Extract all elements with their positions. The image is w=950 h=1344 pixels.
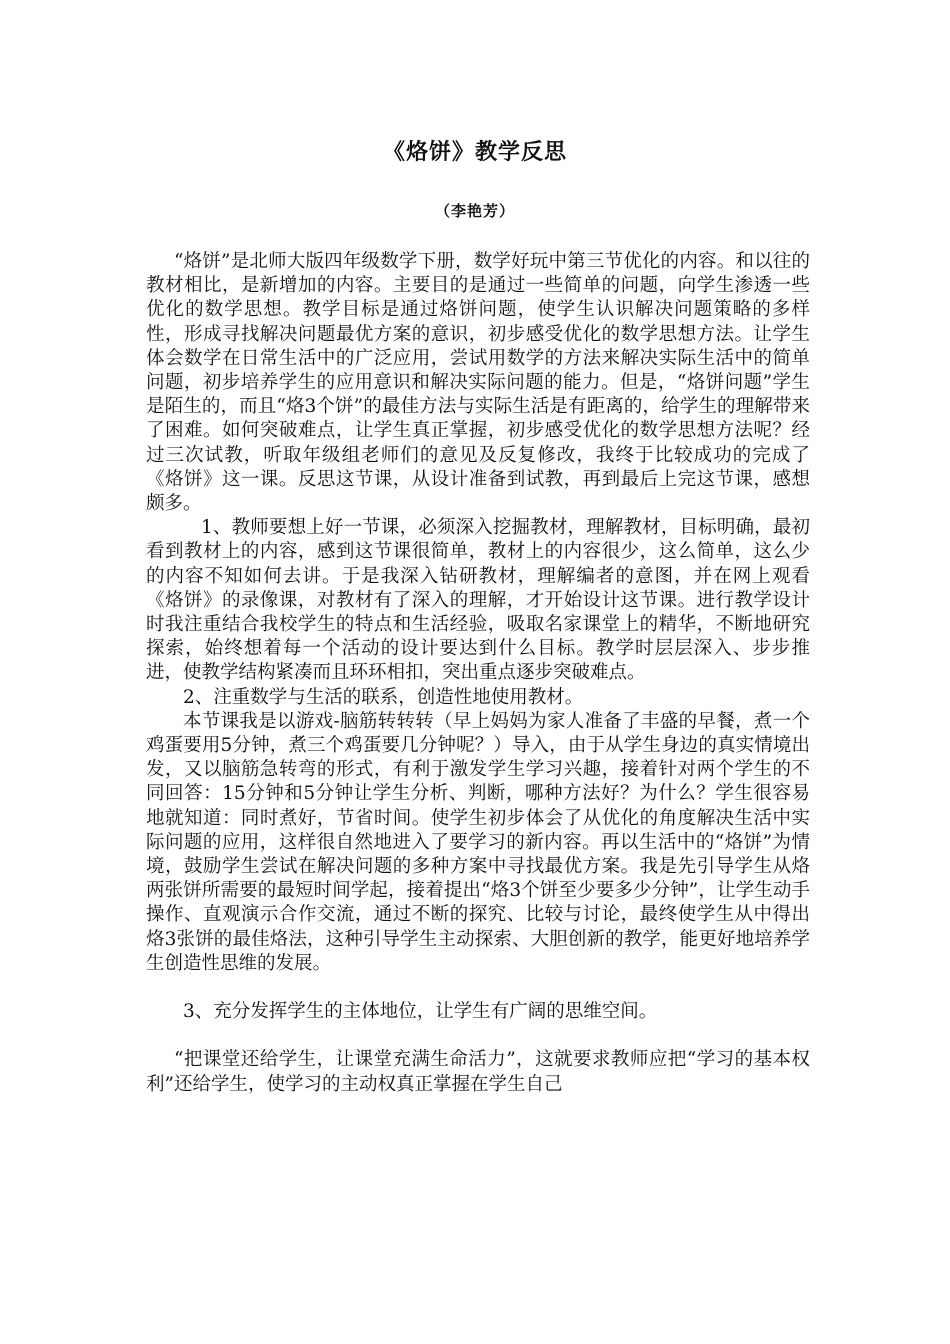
paragraph-point-3-heading: 3、充分发挥学生的主体地位，让学生有广阔的思维空间。: [183, 1001, 658, 1023]
paragraph-point-2-body: 本节课我是以游戏-脑筋转转转（早上妈妈为家人准备了丰盛的早餐，煮一个鸡蛋要用5分钟，煮三个鸡蛋要几分钟呢？）导入，由于从学生身边的真实情境出发，又以脑筋急转弯的形式，有利于激发学生学习兴趣，接着针对两个学生的不同回答：15分钟和5分钟让学生分析、判断，哪种方法好？为什么？学生很容易地就知道：同时煮好，节省时间。使学生初步体会了从优化的角度解决生活中实际问题的应用，这样很自然地进入了要学习的新内容。再以生活中的“烙饼”为情境，鼓励学生尝试在解决问题的多种方案中寻找最优方案。我是先引导学生从烙两张饼所需要的最短时间学起，接着提出“烙3个饼至少要多少分钟”，让学生动手操作、直观演示合作交流，通过不断的探究、比较与讨论，最终使学生从中得出烙3张饼的最佳烙法，这种引导学生主动探索、大胆创新的教学，能更好地培养学生创造性思维的发展。: [146, 710, 810, 974]
paragraph-point-2-heading: 2、注重数学与生活的联系，创造性地使用教材。: [183, 686, 584, 708]
document-title: 《烙饼》教学反思: [382, 140, 567, 165]
paragraph-point-3-body: “把课堂还给学生，让课堂充满生命活力”，这就要求教师应把“学习的基本权利”还给学生，使学习的主动权真正掌握在学生自己: [146, 1049, 810, 1095]
paragraph-point-1: 1、教师要想上好一节课，必须深入挖掘教材，理解教材，目标明确，最初看到教材上的内容，感到这节课很简单，教材上的内容很少，这么简单，这么少的内容不知如何去讲。于是我深入钻研教材，理解编者的意图，并在网上观看《烙饼》的录像课，对教材有了深入的理解，才开始设计这节课。进行教学设计时我注重结合我校学生的特点和生活经验，吸取名家课堂上的精华，不断地研究探索，始终想着每一个活动的设计要达到什么目标。教学时层层深入、步步推进，使教学结构紧凑而且环环相扣，突出重点逐步突破难点。: [146, 517, 810, 684]
document-author: （李艳芳）: [434, 202, 515, 220]
paragraph-intro: “烙饼”是北师大版四年级数学下册，数学好玩中第三节优化的内容。和以往的教材相比，是新增加的内容。主要目的是通过一些简单的问题，向学生渗透一些优化的数学思想。教学目标是通过烙饼问题，使学生认识解决问题策略的多样性，形成寻找解决问题最优方案的意识，初步感受优化的数学思想方法。让学生体会数学在日常生活中的广泛应用，尝试用数学的方法来解决实际生活中的简单问题，初步培养学生的应用意识和解决实际问题的能力。但是，“烙饼问题”学生是陌生的，而且“烙3个饼”的最佳方法与实际生活是有距离的，给学生的理解带来了困难。如何突破难点，让学生真正掌握，初步感受优化的数学思想方法呢？经过三次试教，听取年级组老师们的意见及反复修改，我终于比较成功的完成了《烙饼》这一课。反思这节课，从设计准备到试教，再到最后上完这节课，感想颇多。: [146, 251, 810, 515]
document-body: [146, 250, 810, 1097]
